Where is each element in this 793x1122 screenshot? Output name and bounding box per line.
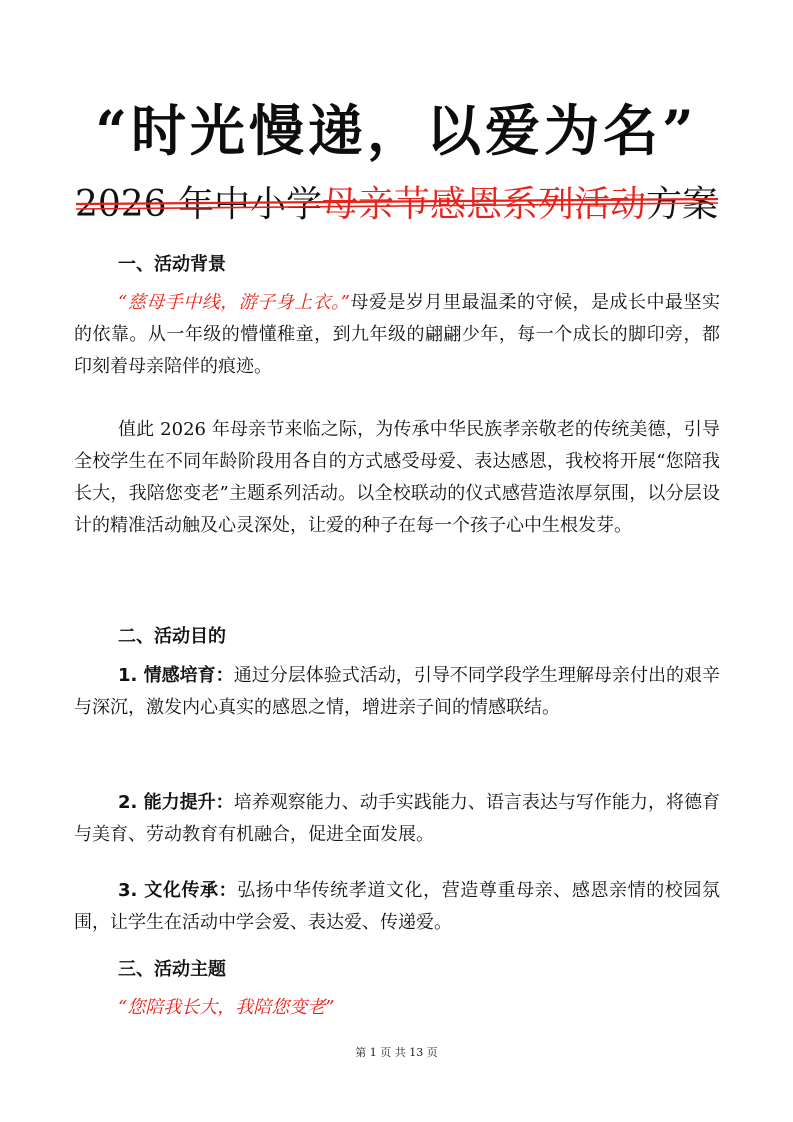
purpose-item-label: 2. 能力提升： xyxy=(118,792,234,813)
subtitle-highlight: 母亲节感恩系列活动 xyxy=(322,184,647,225)
subtitle-prefix: 2026 年中小学 xyxy=(74,184,323,225)
purpose-item-text: 通过分层体验式活动，引导不同学段学生理解母亲付出的艰辛与深沉，激发内心真实的感恩之情，增进亲子间的情感联结。 xyxy=(74,665,720,718)
paragraph-text: 母爱是岁月里最温柔的守候，是成长中最坚实的依靠。从一年级的懵懂稚童，到九年级的翩翩少年，每一个成长的脚印旁，都印刻着母亲陪伴的痕迹。 xyxy=(74,292,721,377)
purpose-item-1 xyxy=(74,660,720,724)
purpose-item-text: 培养观察能力、动手实践能力、语言表达与写作能力，将德育与美育、劳动教育有机融合，促进全面发展。 xyxy=(74,792,720,845)
paragraph-background-1 xyxy=(74,287,720,383)
poem-quote: “慈母手中线，游子身上衣。” xyxy=(118,292,350,313)
subtitle-suffix: 方案 xyxy=(646,184,719,225)
purpose-item-2 xyxy=(74,787,720,851)
page-footer: 第 1 页 共 13 页 xyxy=(355,1046,438,1059)
paragraph-background-2: 值此 2026 年母亲节来临之际，为传承中华民族孝亲敬老的传统美德，引导全校学生在不同年龄阶段用各自的方式感受母爱、表达感恩，我校将开展“您陪我长大，我陪您变老”主题系列活动。以全校联动的仪式感营造浓厚氛围，以分层设计的精准活动触及心灵深处，让爱的种子在每一个孩子心中生根发芽。 xyxy=(74,419,720,536)
section-heading-purpose: 二、活动目的 xyxy=(118,626,226,647)
purpose-item-label: 1. 情感培育： xyxy=(118,665,234,686)
section-heading-theme: 三、活动主题 xyxy=(118,959,226,980)
purpose-item-text: 弘扬中华传统孝道文化，营造尊重母亲、感恩亲情的校园氛围，让学生在活动中学会爱、表达爱、传递爱。 xyxy=(74,880,720,933)
purpose-item-3 xyxy=(74,875,720,939)
theme-quote: “您陪我长大，我陪您变老” xyxy=(118,997,335,1018)
subtitle-strikethrough-lines xyxy=(74,190,720,220)
section-heading-background: 一、活动背景 xyxy=(118,254,226,275)
document-title: “时光慢递，以爱为名” xyxy=(95,98,698,163)
purpose-item-label: 3. 文化传承： xyxy=(118,880,238,901)
